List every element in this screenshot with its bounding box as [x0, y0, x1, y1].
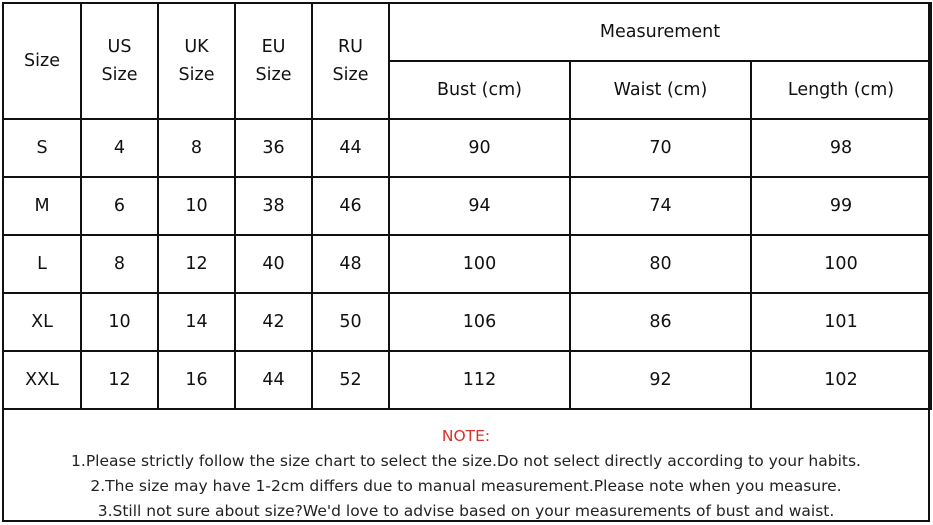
cell-ru: 50	[312, 293, 389, 351]
cell-length: 102	[751, 351, 931, 409]
cell-us: 8	[81, 235, 158, 293]
cell-uk: 12	[158, 235, 235, 293]
cell-us: 6	[81, 177, 158, 235]
cell-eu: 38	[235, 177, 312, 235]
cell-waist: 74	[570, 177, 751, 235]
header-uk-size: UK Size	[158, 3, 235, 119]
cell-length: 98	[751, 119, 931, 177]
cell-uk: 8	[158, 119, 235, 177]
cell-bust: 94	[389, 177, 570, 235]
cell-us: 12	[81, 351, 158, 409]
cell-uk: 16	[158, 351, 235, 409]
cell-ru: 44	[312, 119, 389, 177]
cell-ru: 46	[312, 177, 389, 235]
cell-length: 100	[751, 235, 931, 293]
cell-eu: 42	[235, 293, 312, 351]
cell-ru: 48	[312, 235, 389, 293]
cell-waist: 70	[570, 119, 751, 177]
note-title: NOTE:	[441, 427, 491, 445]
cell-bust: 90	[389, 119, 570, 177]
cell-bust: 112	[389, 351, 570, 409]
cell-ru: 52	[312, 351, 389, 409]
note-line-2: 2.The size may have 1-2cm differs due to manual measurement.Please note when you measure.	[90, 477, 842, 495]
table-row	[3, 177, 931, 235]
cell-size: XL	[3, 293, 81, 351]
header-length: Length (cm)	[751, 61, 931, 119]
cell-size: XXL	[3, 351, 81, 409]
header-size: Size	[3, 3, 81, 119]
header-waist: Waist (cm)	[570, 61, 751, 119]
cell-length: 99	[751, 177, 931, 235]
cell-size: S	[3, 119, 81, 177]
cell-us: 4	[81, 119, 158, 177]
cell-waist: 80	[570, 235, 751, 293]
cell-waist: 86	[570, 293, 751, 351]
cell-size: L	[3, 235, 81, 293]
note-line-3: 3.Still not sure about size?We'd love to advise based on your measurements of bust and waist.	[97, 502, 835, 520]
cell-uk: 14	[158, 293, 235, 351]
cell-waist: 92	[570, 351, 751, 409]
table-row	[3, 351, 931, 409]
cell-bust: 100	[389, 235, 570, 293]
cell-eu: 36	[235, 119, 312, 177]
header-measurement: Measurement	[389, 3, 931, 61]
header-us-size: US Size	[81, 3, 158, 119]
cell-uk: 10	[158, 177, 235, 235]
header-bust: Bust (cm)	[389, 61, 570, 119]
cell-eu: 40	[235, 235, 312, 293]
note-line-1: 1.Please strictly follow the size chart to select the size.Do not select directly according to your habits.	[71, 452, 861, 470]
cell-length: 101	[751, 293, 931, 351]
table-row	[3, 119, 931, 177]
cell-eu: 44	[235, 351, 312, 409]
table-row	[3, 293, 931, 351]
cell-size: M	[3, 177, 81, 235]
note-section	[4, 424, 928, 524]
header-ru-size: RU Size	[312, 3, 389, 119]
size-chart-table	[2, 2, 932, 410]
table-row	[3, 235, 931, 293]
cell-bust: 106	[389, 293, 570, 351]
header-eu-size: EU Size	[235, 3, 312, 119]
cell-us: 10	[81, 293, 158, 351]
